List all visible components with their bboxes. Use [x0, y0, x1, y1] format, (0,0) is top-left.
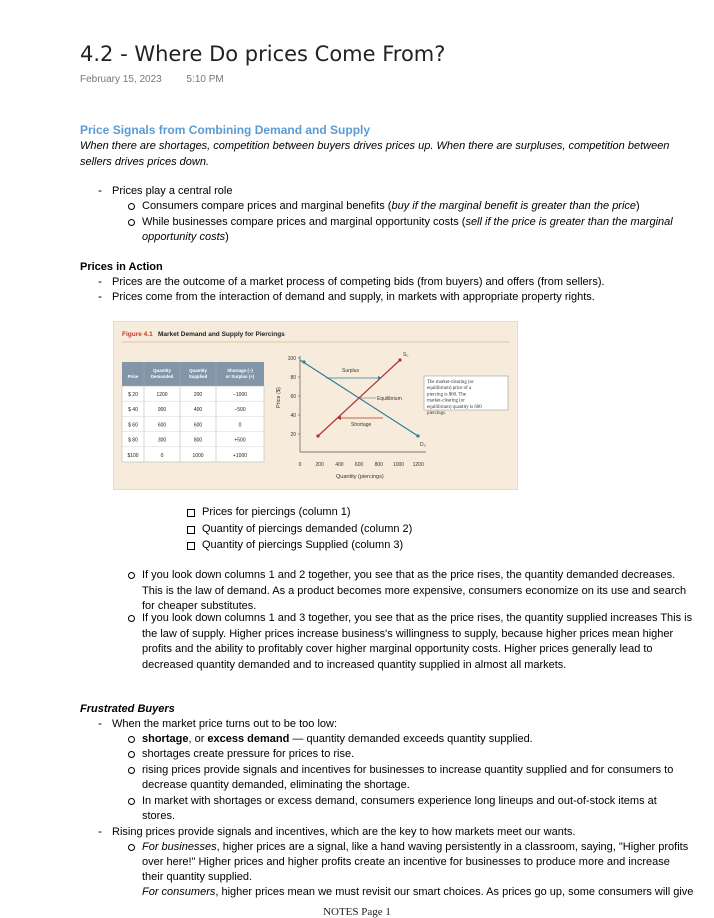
page-title: 4.2 - Where Do prices Come From? — [80, 42, 446, 66]
checkbox-icon[interactable] — [187, 509, 195, 517]
page-time: 5:10 PM — [186, 74, 224, 85]
analysis-line: the law of supply. Higher prices increase business's willingness to supply, because higher prices mean higher — [142, 627, 674, 640]
circle-bullet-icon — [128, 219, 135, 226]
circle-bullet-icon — [128, 751, 135, 758]
table-cell: $ 80 — [128, 437, 138, 444]
for-consumers-line: For consumers, higher prices mean we must revisit our smart choices. As prices go up, some consumers will give — [142, 886, 694, 898]
analysis-line: This is the law of demand. As a product becomes more expensive, consumers economize on its use and search — [142, 584, 687, 597]
table-header: Quantity Demanded — [150, 368, 174, 379]
chart-x-tick: 800 — [374, 462, 383, 468]
circle-bullet-icon — [128, 844, 135, 851]
chart-y-tick: 60 — [290, 394, 296, 400]
sub-bullet-rising-prices: rising prices provide signals and incentives for businesses to increase quantity supplied and for consumers to — [142, 764, 674, 776]
intro-line-1: When there are shortages, competition between buyers drives prices up. When there are surpluses, competition between — [80, 140, 670, 152]
sub-bullet-businesses-cont: opportunity costs) — [142, 231, 229, 243]
chart-y-tick: 100 — [287, 356, 296, 362]
circle-bullet-icon — [128, 736, 135, 743]
bullet-competing-bids: Prices are the outcome of a market process of competing bids (from buyers) and offers (from sellers). — [112, 276, 605, 288]
sub-bullet-lineups-cont: stores. — [142, 810, 176, 822]
checkbox-icon[interactable] — [187, 526, 195, 534]
page-meta — [80, 74, 246, 85]
circle-bullet-icon — [128, 767, 135, 774]
table-cell: 600 — [157, 422, 167, 429]
table-cell: $ 60 — [128, 422, 138, 429]
table-cell: +500 — [234, 437, 246, 444]
table-header: Quantity Supplied — [188, 368, 208, 379]
chart-x-tick: 1000 — [392, 462, 405, 468]
table-cell: $ 20 — [128, 392, 138, 398]
table-cell: −500 — [234, 407, 246, 414]
label-surplus: Surplus — [342, 368, 359, 374]
table-cell: 0 — [238, 422, 242, 429]
sub-bullet-for-businesses: For businesses, higher prices are a signal, like a hand waving persistently in a classroom, saying, "Higher profits — [142, 841, 689, 853]
table-cell: 900 — [157, 407, 167, 414]
page-footer: NOTES Page 1 — [323, 906, 391, 918]
table-cell: 300 — [157, 437, 167, 444]
supply-point — [398, 358, 401, 361]
figure-caption: Market Demand and Supply for Piercings — [158, 331, 285, 338]
chart-x-tick: 600 — [354, 462, 364, 468]
supply-curve-label: S₀ — [403, 352, 409, 358]
circle-bullet-icon — [128, 798, 135, 805]
table-cell: 600 — [193, 422, 203, 429]
table-header: Price — [127, 374, 139, 379]
chart-x-tick: 400 — [335, 462, 344, 468]
demand-point — [302, 360, 305, 363]
figure-label: Figure 4.1 — [122, 331, 153, 338]
checkbox-icon[interactable] — [187, 542, 195, 550]
bullet-signals-incentives: Rising prices provide signals and incentives, which are the key to how markets meet our wants. — [112, 826, 576, 838]
table-cell: 1200 — [156, 392, 168, 398]
figure-market-demand-supply — [113, 321, 518, 490]
table-cell: 800 — [193, 437, 203, 444]
sub-bullet-lineups: In market with shortages or excess demand, consumers experience long lineups and out-of-stock items at — [142, 795, 657, 807]
sub-bullet-rising-prices-cont: decrease quantity demanded, eliminating the shortage. — [142, 779, 410, 791]
intro-line-2: sellers drives prices down. — [80, 156, 209, 168]
dash-bullet-icon: - — [98, 716, 102, 730]
table-cell: $100 — [127, 452, 139, 459]
section-heading-prices-in-action: Prices in Action — [80, 261, 163, 273]
bullet-price-too-low: When the market price turns out to be too low: — [112, 718, 338, 730]
analysis-line: profits and the ability to profitably cover higher marginal opportunity costs. Higher prices generally lead to — [142, 643, 653, 655]
label-shortage: Shortage — [351, 422, 372, 428]
dash-bullet-icon: - — [98, 274, 102, 288]
chart-y-tick: 20 — [290, 432, 296, 438]
bullet-central-role: Prices play a central role — [112, 185, 233, 197]
chart-x-label: Quantity (piercings) — [336, 474, 384, 480]
sub-bullet-consumers: Consumers compare prices and marginal benefits (buy if the marginal benefit is greater than the price) — [142, 200, 640, 212]
page-date: February 15, 2023 — [80, 74, 162, 85]
supply-point — [316, 434, 319, 437]
section-heading-frustrated-buyers: Frustrated Buyers — [80, 703, 175, 715]
checklist-item: Quantity of piercings Supplied (column 3) — [202, 539, 404, 551]
dash-bullet-icon: - — [98, 824, 102, 838]
circle-bullet-icon — [128, 572, 135, 579]
table-cell: 0 — [160, 452, 164, 459]
demand-curve-label: D₀ — [420, 442, 426, 448]
table-header: Shortage (−) or Surplus (+) — [225, 368, 255, 379]
circle-bullet-icon — [128, 615, 135, 622]
table-cell: 400 — [193, 407, 203, 414]
analysis-line: for cheaper substitutes. — [142, 600, 257, 612]
bullet-interaction: Prices come from the interaction of demand and supply, in markets with appropriate property rights. — [112, 291, 595, 303]
label-equilibrium: Equilibrium — [377, 396, 402, 402]
table-cell: 200 — [193, 392, 203, 398]
sub-bullet-for-businesses-cont2: their quantity supplied. — [142, 871, 253, 883]
dash-bullet-icon: - — [98, 183, 102, 197]
table-cell: 1000 — [192, 452, 204, 459]
dash-bullet-icon: - — [98, 289, 102, 303]
checklist-item: Prices for piercings (column 1) — [202, 506, 351, 518]
chart-y-tick: 40 — [290, 413, 296, 419]
chart-y-tick: 80 — [290, 375, 296, 381]
sub-bullet-businesses: While businesses compare prices and marginal opportunity costs (sell if the price is greater than the marginal — [142, 216, 673, 228]
chart-x-tick: 0 — [298, 462, 302, 468]
checklist-item: Quantity of piercings demanded (column 2) — [202, 522, 413, 535]
figure-note: The market-clearing (or equilibrium) price of a piercing is $60. The market-clearing (or equilibrium) quantity is 600 piercings. — [427, 380, 482, 416]
section-heading-price-signals: Price Signals from Combining Demand and Supply — [80, 123, 371, 137]
chart-x-tick: 200 — [315, 462, 324, 468]
demand-point — [416, 434, 419, 437]
sub-bullet-for-businesses-cont: over here!" Higher prices and higher profits create an incentive for businesses to produce more and increase — [142, 856, 670, 868]
table-cell: $ 40 — [128, 407, 138, 414]
table-cell: +1000 — [232, 452, 248, 459]
table-cell: −1000 — [232, 392, 248, 398]
figure-chart — [276, 352, 426, 480]
figure-table — [122, 362, 264, 462]
sub-bullet-shortage: shortage, or excess demand — quantity demanded exceeds quantity supplied. — [142, 733, 533, 745]
circle-bullet-icon — [128, 203, 135, 210]
chart-x-tick: 1200 — [412, 462, 424, 468]
analysis-line: If you look down columns 1 and 2 together, you see that as the price rises, the quantity demanded decreases. — [142, 569, 676, 581]
sub-bullet-pressure: shortages create pressure for prices to rise. — [142, 748, 355, 760]
analysis-line: If you look down columns 1 and 3 together, you see that as the price rises, the quantity supplied increases This is — [142, 612, 693, 624]
analysis-line: decreased quantity demanded and to increased quantity supplied in almost all markets. — [142, 658, 567, 671]
chart-y-label: Price ($) — [276, 387, 282, 408]
